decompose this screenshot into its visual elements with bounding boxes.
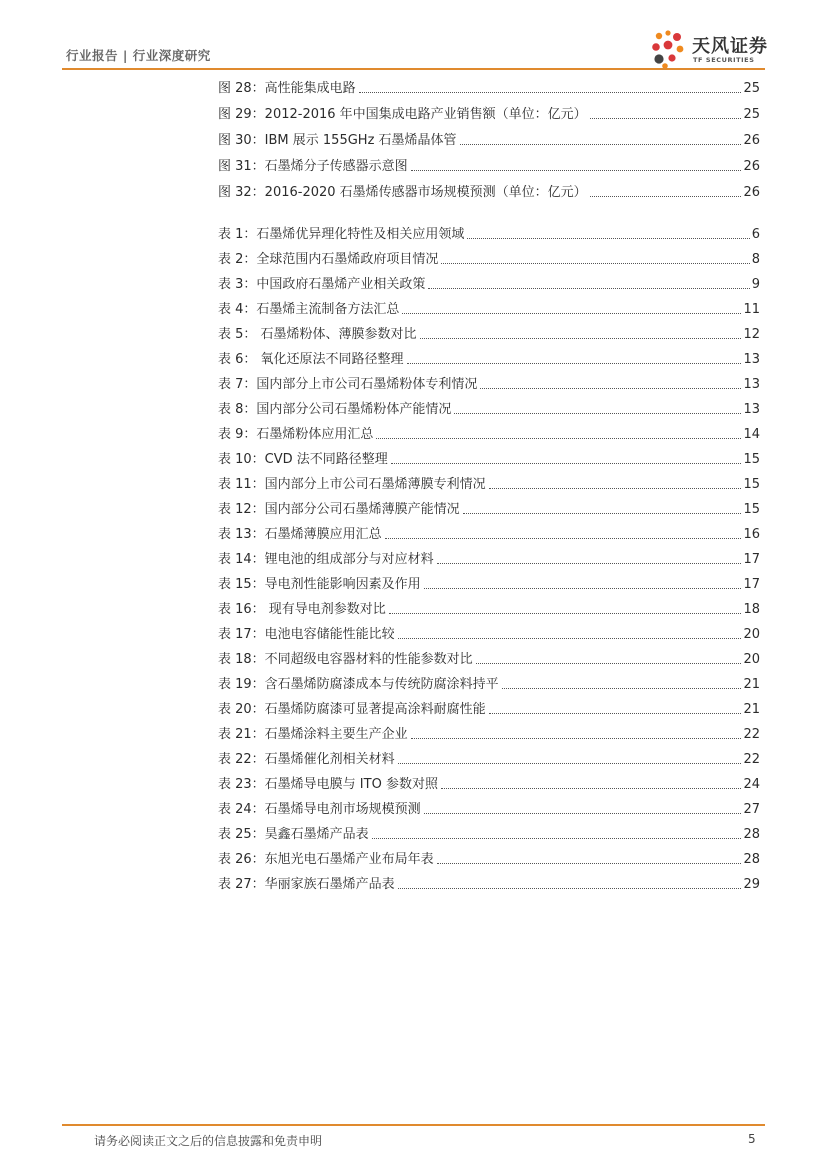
dot-leader bbox=[489, 488, 742, 489]
table-index-entry[interactable] bbox=[218, 249, 760, 269]
figure-index-entry[interactable] bbox=[218, 182, 760, 202]
figure-index-entry[interactable] bbox=[218, 156, 760, 176]
dot-leader bbox=[489, 713, 742, 714]
logo-petal bbox=[668, 54, 675, 61]
figure-index-entry-label: 图 31：石墨烯分子传感器示意图 bbox=[218, 159, 408, 174]
table-index-entry-label: 表 19：含石墨烯防腐漆成本与传统防腐涂料持平 bbox=[218, 677, 499, 692]
dot-leader bbox=[389, 613, 742, 614]
logo-english-name: TF SECURITIES bbox=[693, 56, 755, 64]
dot-leader bbox=[407, 363, 742, 364]
table-index-entry[interactable] bbox=[218, 874, 760, 894]
dot-leader bbox=[437, 563, 742, 564]
table-index-entry[interactable] bbox=[218, 324, 760, 344]
table-index-entry-label: 表 8：国内部分公司石墨烯粉体产能情况 bbox=[218, 402, 452, 417]
dot-leader bbox=[467, 238, 749, 239]
table-index-entry-page: 20 bbox=[743, 627, 760, 642]
dot-leader bbox=[441, 788, 742, 789]
dot-leader bbox=[424, 588, 742, 589]
table-index-entry[interactable] bbox=[218, 499, 760, 519]
logo-company-name: 天风证券 bbox=[692, 36, 768, 57]
table-index-entry-page: 16 bbox=[743, 527, 760, 542]
footer-disclaimer: 请务必阅读正文之后的信息披露和免责申明 bbox=[94, 1134, 323, 1148]
table-index-entry-label: 表 26：东旭光电石墨烯产业布局年表 bbox=[218, 852, 434, 867]
dot-leader bbox=[454, 413, 741, 414]
table-index-entry-page: 11 bbox=[743, 302, 760, 317]
table-index-entry[interactable] bbox=[218, 699, 760, 719]
figure-index-entry-label: 图 28：高性能集成电路 bbox=[218, 81, 356, 96]
dot-leader bbox=[420, 338, 742, 339]
table-index-entry-page: 14 bbox=[743, 427, 760, 442]
dot-leader bbox=[590, 196, 742, 197]
table-index-entry-page: 17 bbox=[743, 552, 760, 567]
dot-leader bbox=[398, 638, 742, 639]
table-index-entry-label: 表 21：石墨烯涂料主要生产企业 bbox=[218, 727, 408, 742]
table-index-entry[interactable] bbox=[218, 824, 760, 844]
table-index-entry-page: 15 bbox=[743, 452, 760, 467]
table-index-entry-label: 表 2：全球范围内石墨烯政府项目情况 bbox=[218, 252, 439, 267]
logo-petal bbox=[665, 30, 670, 35]
table-index-entry[interactable] bbox=[218, 599, 760, 619]
table-index-entry-page: 29 bbox=[743, 877, 760, 892]
table-index-entry-label: 表 7：国内部分上市公司石墨烯粉体专利情况 bbox=[218, 377, 478, 392]
dot-leader bbox=[359, 92, 742, 93]
table-index-entry-page: 22 bbox=[743, 752, 760, 767]
table-index-entry-page: 13 bbox=[743, 402, 760, 417]
logo-petal bbox=[677, 46, 684, 53]
table-index-entry-page: 22 bbox=[743, 727, 760, 742]
table-index-entry-page: 6 bbox=[751, 227, 760, 242]
table-index-entry-page: 28 bbox=[743, 852, 760, 867]
dot-leader bbox=[441, 263, 749, 264]
table-index-entry-label: 表 11：国内部分上市公司石墨烯薄膜专利情况 bbox=[218, 477, 486, 492]
figure-index-entry[interactable] bbox=[218, 104, 760, 124]
table-index-entry-label: 表 9：石墨烯粉体应用汇总 bbox=[218, 427, 374, 442]
table-index-entry[interactable] bbox=[218, 524, 760, 544]
table-index-entry[interactable] bbox=[218, 224, 760, 244]
dot-leader bbox=[376, 438, 741, 439]
table-index-entry[interactable] bbox=[218, 299, 760, 319]
figure-index-entry-label: 图 32：2016-2020 石墨烯传感器市场规模预测（单位：亿元） bbox=[218, 185, 587, 200]
figure-index-entry-label: 图 29：2012-2016 年中国集成电路产业销售额（单位：亿元） bbox=[218, 107, 587, 122]
table-index-entry[interactable] bbox=[218, 274, 760, 294]
table-index-entry-label: 表 13：石墨烯薄膜应用汇总 bbox=[218, 527, 382, 542]
figure-index-entry-page: 25 bbox=[743, 107, 760, 122]
table-index-entry-page: 21 bbox=[743, 702, 760, 717]
dot-leader bbox=[428, 288, 749, 289]
table-index-entry-label: 表 16： 现有导电剂参数对比 bbox=[218, 602, 386, 617]
table-index-entry-label: 表 24：石墨烯导电剂市场规模预测 bbox=[218, 802, 421, 817]
figure-index-entry-page: 26 bbox=[743, 133, 760, 148]
table-index-entry[interactable] bbox=[218, 649, 760, 669]
table-index-entry[interactable] bbox=[218, 449, 760, 469]
dot-leader bbox=[463, 513, 742, 514]
table-index-entry-page: 13 bbox=[743, 352, 760, 367]
table-index-entry-label: 表 25：昊鑫石墨烯产品表 bbox=[218, 827, 369, 842]
table-index-entry-label: 表 10：CVD 法不同路径整理 bbox=[218, 452, 388, 467]
table-index-entry-label: 表 22：石墨烯催化剂相关材料 bbox=[218, 752, 395, 767]
figure-index-entry[interactable] bbox=[218, 130, 760, 150]
dot-leader bbox=[411, 738, 742, 739]
figure-index-entry-page: 25 bbox=[743, 81, 760, 96]
dot-leader bbox=[590, 118, 742, 119]
report-category-label: 行业报告 | 行业深度研究 bbox=[66, 48, 211, 63]
logo-petal bbox=[664, 41, 673, 50]
table-index-entry-label: 表 18：不同超级电容器材料的性能参数对比 bbox=[218, 652, 473, 667]
dot-leader bbox=[411, 170, 742, 171]
dot-leader bbox=[424, 813, 742, 814]
table-index-entry[interactable] bbox=[218, 749, 760, 769]
table-index-entry[interactable] bbox=[218, 799, 760, 819]
table-index-entry[interactable] bbox=[218, 399, 760, 419]
dot-leader bbox=[480, 388, 741, 389]
table-index-entry-page: 8 bbox=[751, 252, 760, 267]
figure-index-entry-page: 26 bbox=[743, 159, 760, 174]
table-index-entry-page: 21 bbox=[743, 677, 760, 692]
dot-leader bbox=[398, 763, 742, 764]
table-index-entry[interactable] bbox=[218, 474, 760, 494]
page-number: 5 bbox=[748, 1132, 756, 1146]
table-index-entry-label: 表 4：石墨烯主流制备方法汇总 bbox=[218, 302, 400, 317]
table-index-entry[interactable] bbox=[218, 849, 760, 869]
table-index-entry-page: 18 bbox=[743, 602, 760, 617]
logo-petal bbox=[652, 43, 660, 51]
table-index-entry-label: 表 15：导电剂性能影响因素及作用 bbox=[218, 577, 421, 592]
dot-leader bbox=[372, 838, 742, 839]
table-index-entry-page: 15 bbox=[743, 502, 760, 517]
table-index-entry[interactable] bbox=[218, 774, 760, 794]
footer-divider bbox=[62, 1124, 765, 1126]
table-index-entry-label: 表 23：石墨烯导电膜与 ITO 参数对照 bbox=[218, 777, 438, 792]
table-index-entry-page: 27 bbox=[743, 802, 760, 817]
table-index-entry-label: 表 6： 氧化还原法不同路径整理 bbox=[218, 352, 404, 367]
table-index-entry[interactable] bbox=[218, 724, 760, 744]
table-index-entry[interactable] bbox=[218, 574, 760, 594]
header-divider bbox=[62, 68, 765, 70]
table-index-entry-page: 13 bbox=[743, 377, 760, 392]
logo-petal bbox=[656, 33, 662, 39]
figure-index-entry-page: 26 bbox=[743, 185, 760, 200]
table-index-entry-label: 表 20：石墨烯防腐漆可显著提高涂料耐腐性能 bbox=[218, 702, 486, 717]
table-index-entry-page: 28 bbox=[743, 827, 760, 842]
dot-leader bbox=[476, 663, 742, 664]
logo-petal bbox=[673, 33, 681, 41]
table-index-entry-label: 表 1：石墨烯优异理化特性及相关应用领域 bbox=[218, 227, 465, 242]
figure-index-entry-label: 图 30：IBM 展示 155GHz 石墨烯晶体管 bbox=[218, 133, 457, 148]
table-index-entry-label: 表 27：华丽家族石墨烯产品表 bbox=[218, 877, 395, 892]
table-index-entry[interactable] bbox=[218, 674, 760, 694]
dot-leader bbox=[502, 688, 742, 689]
dot-leader bbox=[460, 144, 742, 145]
table-index-entry-label: 表 5： 石墨烯粉体、薄膜参数对比 bbox=[218, 327, 417, 342]
table-index-entry[interactable] bbox=[218, 424, 760, 444]
table-index-entry-label: 表 14：锂电池的组成部分与对应材料 bbox=[218, 552, 434, 567]
table-index-entry[interactable] bbox=[218, 624, 760, 644]
logo-petal bbox=[654, 54, 663, 63]
company-logo bbox=[650, 28, 770, 70]
table-index-entry-page: 20 bbox=[743, 652, 760, 667]
figure-index-entry[interactable] bbox=[218, 78, 760, 98]
dot-leader bbox=[437, 863, 742, 864]
dot-leader bbox=[398, 888, 742, 889]
table-index-entry-page: 15 bbox=[743, 477, 760, 492]
table-index-entry-page: 17 bbox=[743, 577, 760, 592]
dot-leader bbox=[385, 538, 742, 539]
dot-leader bbox=[391, 463, 742, 464]
table-index-entry[interactable] bbox=[218, 549, 760, 569]
table-index-entry-page: 24 bbox=[743, 777, 760, 792]
table-index-entry-label: 表 3：中国政府石墨烯产业相关政策 bbox=[218, 277, 426, 292]
table-index-entry-page: 9 bbox=[751, 277, 760, 292]
table-index-entry-label: 表 12：国内部分公司石墨烯薄膜产能情况 bbox=[218, 502, 460, 517]
table-index-entry-page: 12 bbox=[743, 327, 760, 342]
table-index-entry[interactable] bbox=[218, 349, 760, 369]
tf-securities-logo-icon bbox=[650, 28, 690, 70]
table-index-entry[interactable] bbox=[218, 374, 760, 394]
table-index-entry-label: 表 17：电池电容储能性能比较 bbox=[218, 627, 395, 642]
dot-leader bbox=[402, 313, 741, 314]
